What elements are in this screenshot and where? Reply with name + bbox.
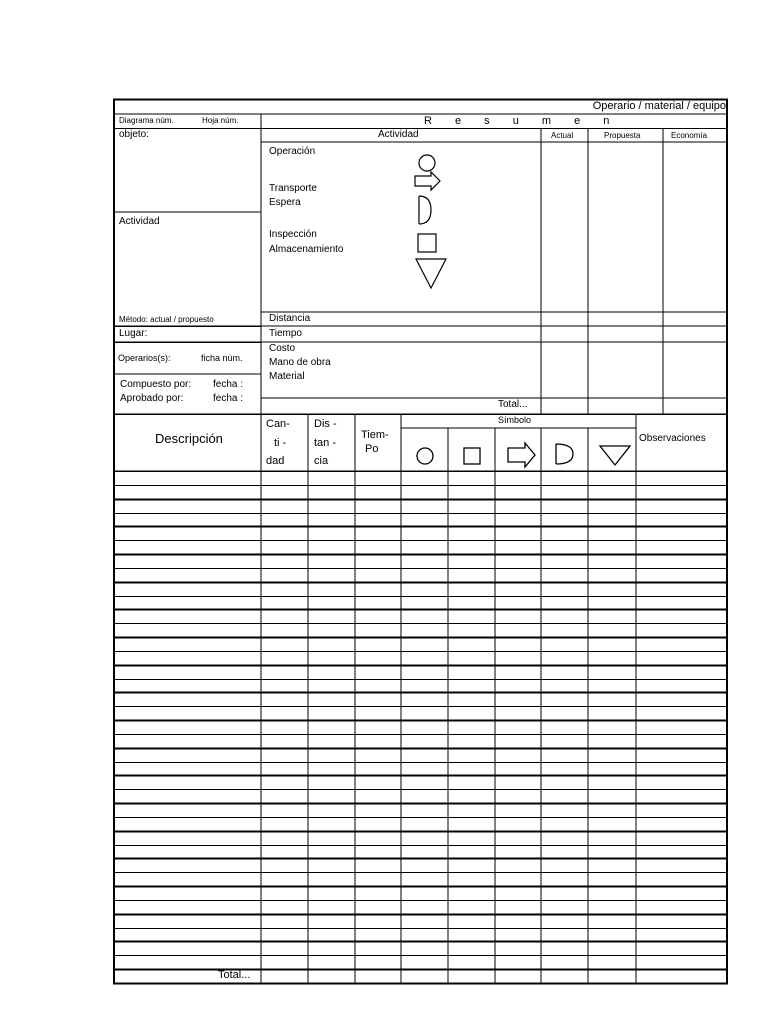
summary-costo: Costo [269,343,296,354]
observaciones-header: Observaciones [639,433,706,444]
activity-operacion: Operación [269,146,316,157]
summary-total: Total... [498,399,528,410]
distancia-header-3: cia [314,455,329,467]
inspection-square-icon [464,448,480,464]
delay-d-icon [419,196,431,224]
summary-mano-obra: Mano de obra [269,357,331,368]
summary-col-economia: Economía [671,131,708,140]
distancia-header-1: Dis - [314,418,337,430]
sheet-number-label: Hoja núm. [202,116,239,125]
operarios-label: Operarios(s): [118,353,171,363]
tiempo-header-2: Po [365,443,379,455]
activity-almacenamiento: Almacenamiento [269,244,344,255]
summary-symbols [415,155,446,288]
summary-distancia: Distancia [269,313,311,324]
storage-triangle-icon [416,259,446,288]
lugar-label: Lugar: [119,328,148,339]
delay-d-icon [556,444,573,464]
activity-transporte: Transporte [269,183,317,194]
operation-circle-icon [417,448,433,464]
inspection-square-icon [418,234,436,252]
detail-total: Total... [218,969,251,981]
simbolo-header: Símbolo [498,415,532,425]
operation-circle-icon [419,155,435,171]
aprobado-label: Aprobado por: [120,393,184,404]
objeto-label: objeto: [119,129,150,140]
compuesto-fecha-label: fecha : [213,379,244,390]
summary-material: Material [269,371,305,382]
summary-col-propuesta: Propuesta [604,131,641,140]
transport-arrow-icon [508,443,535,467]
metodo-label: Método: actual / propuesto [119,315,214,324]
activity-inspeccion: Inspección [269,229,317,240]
summary-col-actividad: Actividad [378,129,419,140]
detail-symbol-icons [417,443,630,467]
summary-col-actual: Actual [551,131,574,140]
form-title: Operario / material / equipo [592,100,726,112]
ficha-label: ficha núm. [201,353,243,363]
diagram-number-label: Diagrama núm. [119,116,174,125]
activity-espera: Espera [269,197,301,208]
storage-triangle-icon [600,446,630,465]
tiempo-header-1: Tiem- [361,429,389,441]
resumen-heading: R e s u m e n [424,115,619,127]
summary-tiempo: Tiempo [269,328,302,339]
transport-arrow-icon [415,172,440,190]
cantidad-header-3: dad [266,455,285,467]
aprobado-fecha-label: fecha : [213,393,244,404]
cantidad-header-2: ti - [274,437,287,449]
distancia-header-2: tan - [314,437,337,449]
cantidad-header-1: Can- [266,418,290,430]
descripcion-header: Descripción [155,431,223,446]
actividad-label: Actividad [119,216,160,227]
compuesto-label: Compuesto por: [120,379,192,390]
